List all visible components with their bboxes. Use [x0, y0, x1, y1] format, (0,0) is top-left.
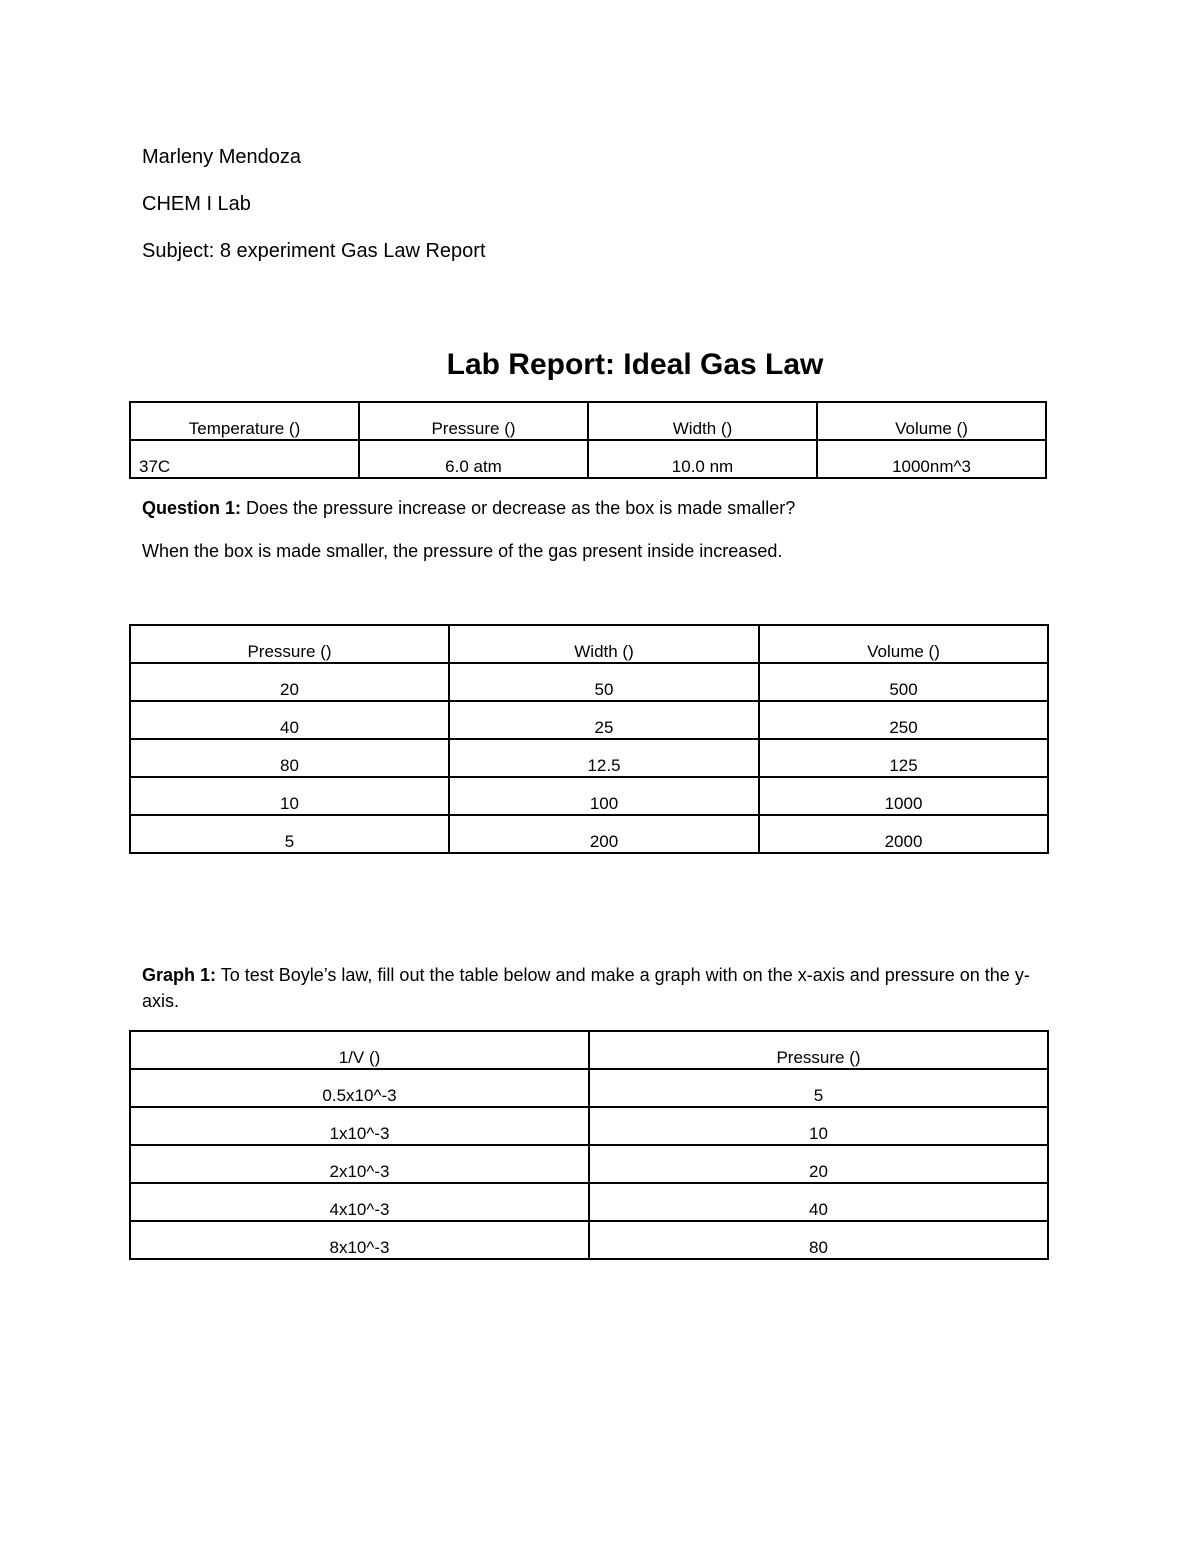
table-row	[130, 1107, 1048, 1145]
header-cell: Width ()	[449, 625, 759, 663]
table-row	[130, 1145, 1048, 1183]
question-1	[142, 495, 1042, 521]
table-row	[130, 777, 1048, 815]
table-cell: 100	[449, 777, 759, 815]
table-header-row	[130, 1031, 1048, 1069]
table-cell: 10.0 nm	[588, 440, 817, 478]
table-cell: 10	[130, 777, 449, 815]
table-row	[130, 1069, 1048, 1107]
header-cell: Volume ()	[759, 625, 1048, 663]
table-row	[130, 1221, 1048, 1259]
question-1-answer: When the box is made smaller, the pressure of the gas present inside increased.	[142, 541, 783, 561]
question-1-label: Question 1:	[142, 498, 242, 518]
table-cell: 1000	[759, 777, 1048, 815]
graph-1-text: To test Boyle’s law, fill out the table below and make a graph with on the x-axis and pressure on the y-axis.	[142, 965, 1030, 1011]
table-cell: 0.5x10^-3	[130, 1069, 589, 1107]
table-cell: 200	[449, 815, 759, 853]
table-cell: 20	[589, 1145, 1048, 1183]
table-cell: 50	[449, 663, 759, 701]
report-subject: Subject: 8 experiment Gas Law Report	[142, 240, 486, 262]
header-cell: Width ()	[588, 402, 817, 440]
report-title: Lab Report: Ideal Gas Law	[446, 348, 824, 381]
graph-1-label: Graph 1:	[142, 965, 217, 985]
header-cell: Pressure ()	[130, 625, 449, 663]
table-cell: 1x10^-3	[130, 1107, 589, 1145]
table-cell: 40	[130, 701, 449, 739]
table-cell: 40	[589, 1183, 1048, 1221]
table-cell: 5	[130, 815, 449, 853]
table-cell: 20	[130, 663, 449, 701]
header-cell: Pressure ()	[359, 402, 588, 440]
table-cell: 12.5	[449, 739, 759, 777]
header-cell: 1/V ()	[130, 1031, 589, 1069]
table-cell: 6.0 atm	[359, 440, 588, 478]
table-header-row	[130, 402, 1046, 440]
header-cell: Temperature ()	[130, 402, 359, 440]
graph-1-instruction	[142, 962, 1047, 1014]
table-row	[130, 739, 1048, 777]
header-cell: Volume ()	[817, 402, 1046, 440]
table-cell: 5	[589, 1069, 1048, 1107]
table-cell: 10	[589, 1107, 1048, 1145]
table-cell: 80	[589, 1221, 1048, 1259]
table-cell: 500	[759, 663, 1048, 701]
author-name: Marleny Mendoza	[142, 146, 301, 168]
table-cell: 2x10^-3	[130, 1145, 589, 1183]
table-cell: 125	[759, 739, 1048, 777]
table-cell: 25	[449, 701, 759, 739]
header-cell: Pressure ()	[589, 1031, 1048, 1069]
table-header-row	[130, 625, 1048, 663]
table-cell: 2000	[759, 815, 1048, 853]
table-cell: 1000nm^3	[817, 440, 1046, 478]
question-1-text: Does the pressure increase or decrease as the box is made smaller?	[241, 498, 796, 518]
table-row	[130, 701, 1048, 739]
table-cell: 250	[759, 701, 1048, 739]
table-cell: 80	[130, 739, 449, 777]
table-cell: 8x10^-3	[130, 1221, 589, 1259]
table-row	[130, 663, 1048, 701]
pressure-volume-table	[129, 624, 1049, 854]
table-cell: 4x10^-3	[130, 1183, 589, 1221]
table-row	[130, 815, 1048, 853]
table-cell: 37C	[130, 440, 359, 478]
table-row	[130, 440, 1046, 478]
course-name: CHEM I Lab	[142, 193, 251, 215]
table-row	[130, 1183, 1048, 1221]
boyles-law-table	[129, 1030, 1049, 1260]
conditions-table	[129, 401, 1047, 479]
